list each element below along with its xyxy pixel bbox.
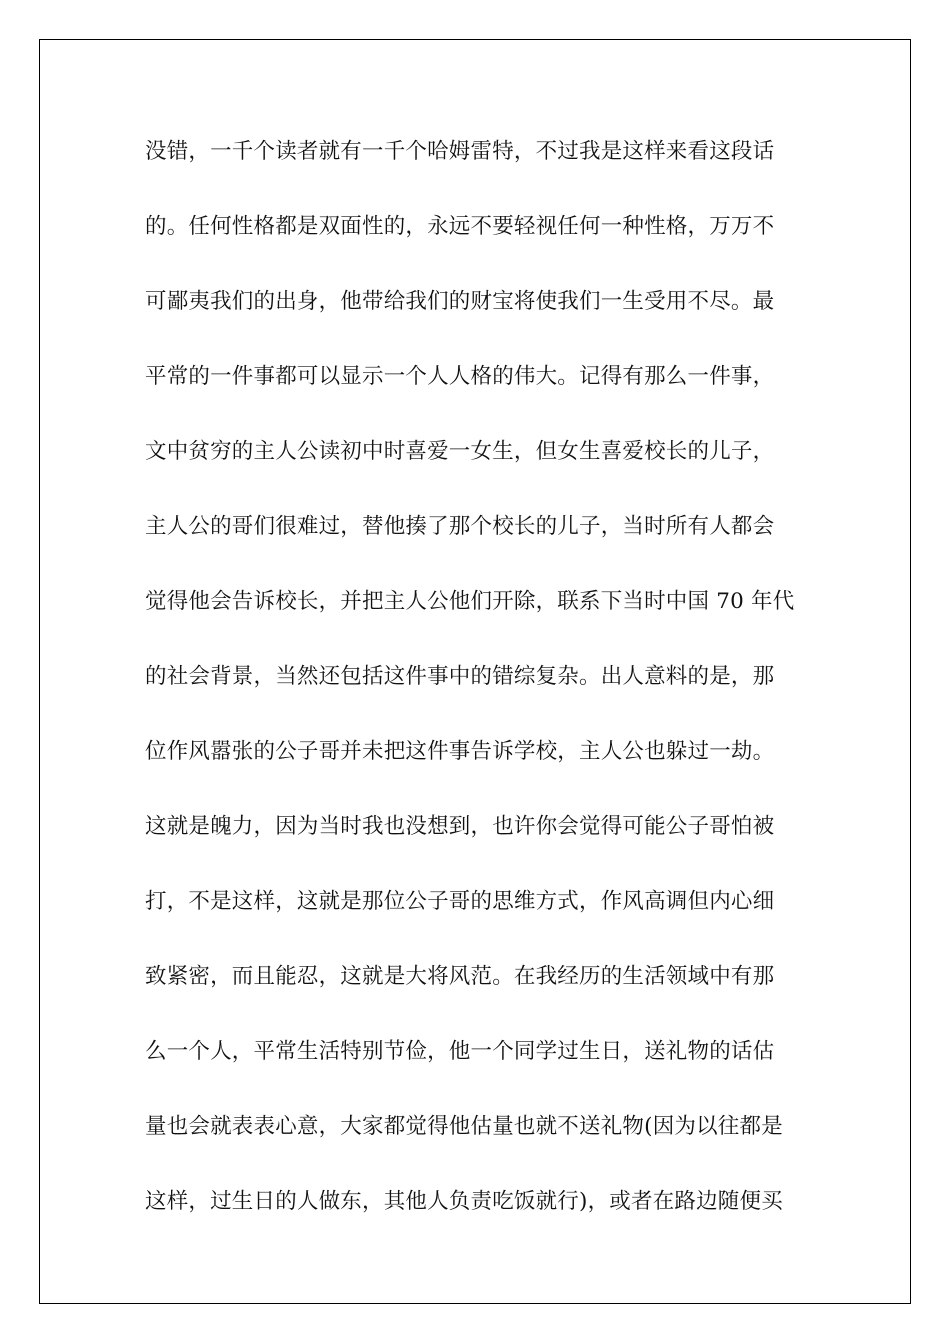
text-line: 平常的一件事都可以显示一个人人格的伟大。记得有那么一件事， <box>145 364 775 389</box>
text-line: 主人公的哥们很难过，替他揍了那个校长的儿子，当时所有人都会 <box>145 514 775 539</box>
text-line: 可鄙夷我们的出身，他带给我们的财宝将使我们一生受用不尽。最 <box>145 289 775 314</box>
text-line: 致紧密，而且能忍，这就是大将风范。在我经历的生活领域中有那 <box>145 964 775 989</box>
text-line: 这样，过生日的人做东，其他人负责吃饭就行)，或者在路边随便买 <box>145 1189 783 1214</box>
text-line: 这就是魄力，因为当时我也没想到，也许你会觉得可能公子哥怕被 <box>145 814 775 839</box>
text-line: 觉得他会告诉校长，并把主人公他们开除，联系下当时中国 70 年代 <box>145 589 795 614</box>
text-line: 的社会背景，当然还包括这件事中的错综复杂。出人意料的是，那 <box>145 664 775 689</box>
text-line: 没错，一千个读者就有一千个哈姆雷特，不过我是这样来看这段话 <box>145 139 775 164</box>
text-line: 打，不是这样，这就是那位公子哥的思维方式，作风高调但内心细 <box>145 889 775 914</box>
text-line: 文中贫穷的主人公读初中时喜爱一女生，但女生喜爱校长的儿子， <box>145 439 775 464</box>
text-line: 量也会就表表心意，大家都觉得他估量也就不送礼物(因为以往都是 <box>145 1114 783 1139</box>
text-line: 么一个人，平常生活特别节俭，他一个同学过生日，送礼物的话估 <box>145 1039 775 1064</box>
text-line: 位作风嚣张的公子哥并未把这件事告诉学校，主人公也躲过一劫。 <box>145 739 775 764</box>
document-body <box>145 130 815 1255</box>
text-line: 的。任何性格都是双面性的，永远不要轻视任何一种性格，万万不 <box>145 214 775 239</box>
